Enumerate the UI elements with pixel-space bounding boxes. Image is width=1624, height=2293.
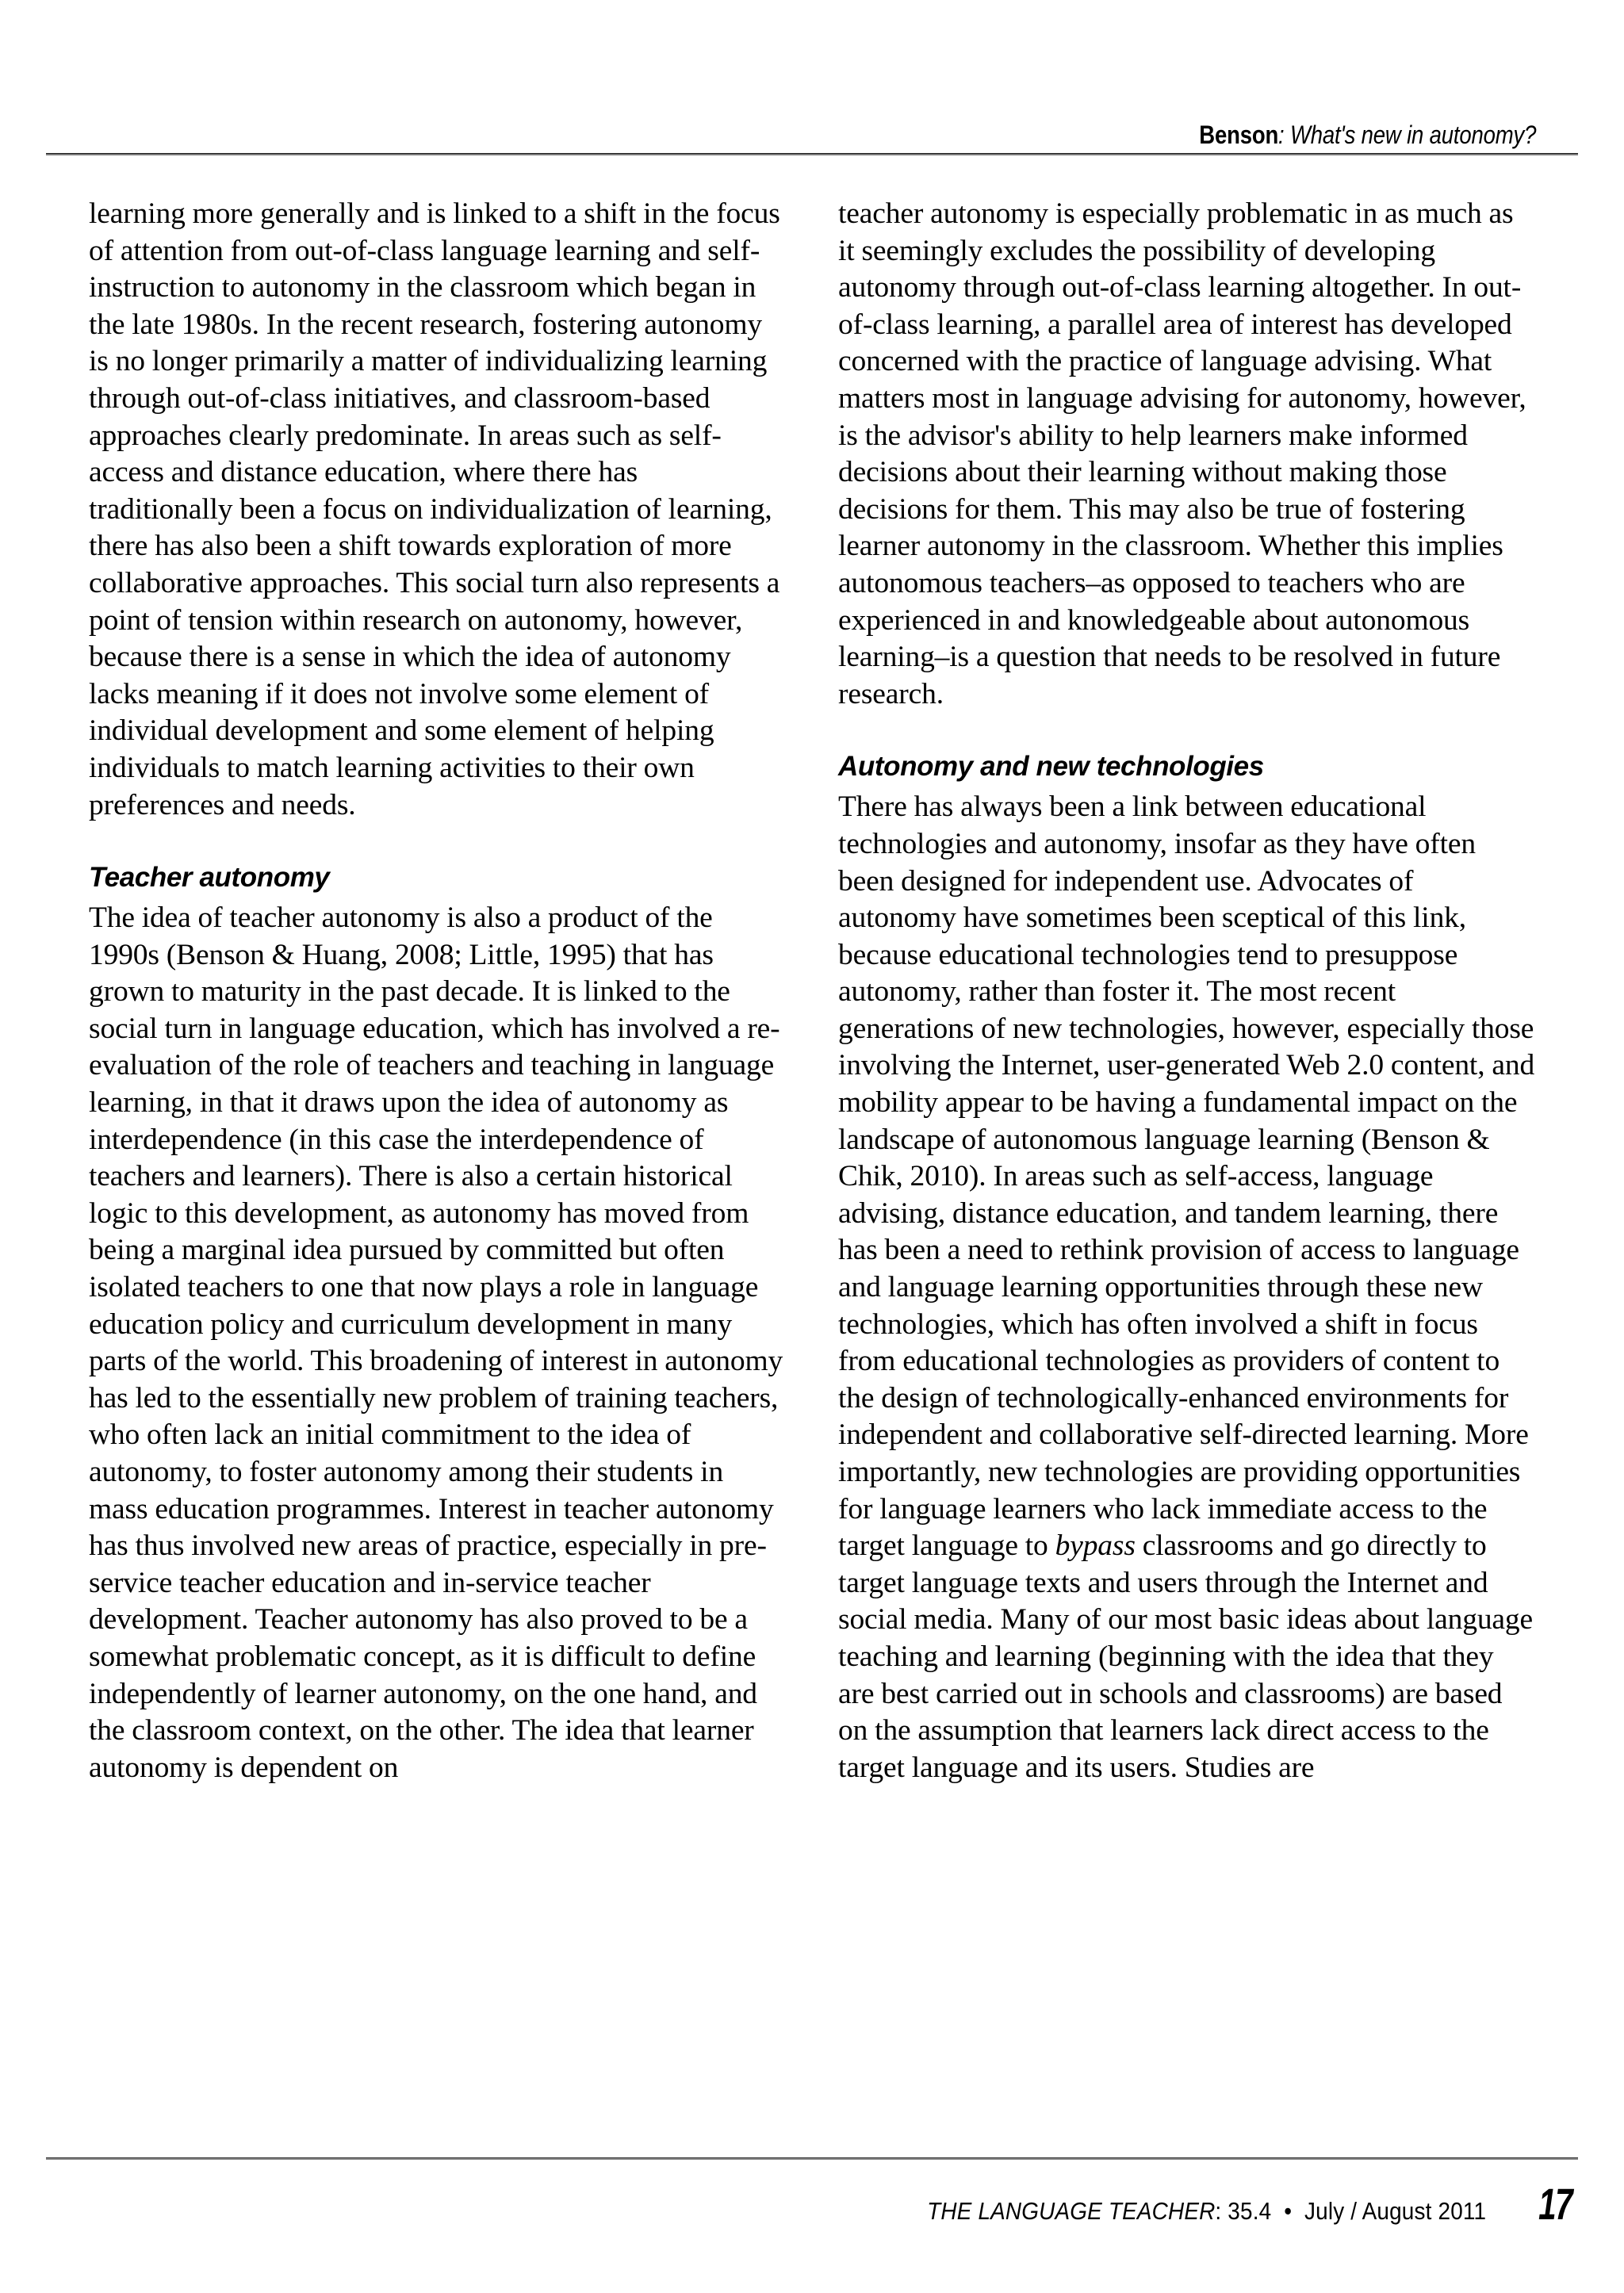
emphasis-bypass: bypass <box>1055 1529 1136 1563</box>
running-head-author: Benson <box>1198 121 1278 149</box>
right-paragraph-2-text-before-emphasis: There has always been a link between educational technologies and autonomy, insofar as they have often been designed for independent use. Advocates of autonomy have sometimes been sceptical of this link, because educational technologies tend to presuppose autonomy, rather than foster it. The most recent generations of new technologies, however, especially those involving the Internet, user-generated Web 2.0 content, and mobility appear to be having a fundamental impact on the landscape of autonomous language learning (Benson & Chik, 2010). In areas such as self-access, language advising, distance education, and tandem learning, there has been a need to rethink provision of access to language and language learning opportunities through these new technologies, which has often involved a shift in focus from educational technologies as providers of content to the design of technologically-enhanced environments for independent and collaborative self-directed learning. More importantly, new technologies are providing opportunities for language learners who lack immediate access to the target language to <box>838 790 1535 1563</box>
footer-citation <box>927 2196 1486 2226</box>
section-heading-autonomy-and-new-technologies: Autonomy and new technologies <box>838 751 1264 783</box>
running-head-separator: : <box>1277 121 1290 149</box>
page-number: 17 <box>1538 2179 1572 2229</box>
footer-issue-date: July / August 2011 <box>1304 2197 1487 2225</box>
left-paragraph-1: learning more generally and is linked to a shift in the focus of attention from out-of-class language learning and self-instruction to autonomy in the classroom which began in the late 1980s. In the recent research, fostering autonomy is no longer primarily a matter of individualizing learning through out-of-class initiatives, and classroom-based approaches clearly predominate. In areas such as self-access and distance education, where there has traditionally been a focus on individualization of learning, there has also been a shift towards exploration of more collaborative approaches. This social turn also represents a point of tension within research on autonomy, however, because there is a sense in which the idea of autonomy lacks meaning if it does not involve some element of individual development and some element of helping individuals to match learning activities to their own preferences and needs. <box>89 197 780 821</box>
running-head <box>46 119 1578 151</box>
left-column <box>89 196 786 2099</box>
footer-bullet-separator: • <box>1284 2197 1293 2225</box>
right-paragraph-2 <box>838 789 1535 1786</box>
footer-journal-name: THE LANGUAGE TEACHER <box>927 2197 1216 2225</box>
footer-issue-number: : 35.4 <box>1215 2197 1272 2225</box>
footer-divider-rule <box>46 2157 1578 2160</box>
section-heading-teacher-autonomy: Teacher autonomy <box>89 862 330 894</box>
right-paragraph-2-text-after-emphasis: classrooms and go directly to target language texts and users through the Internet and social media. Many of our most basic ideas about language teaching and learning (beginning with the idea that they are best carried out in schools and classrooms) are based on the assumption that learners lack direct access to the target language and its users. Studies are <box>838 1529 1534 1784</box>
running-head-article-title: What's new in autonomy? <box>1289 121 1537 149</box>
two-column-body <box>89 196 1535 2099</box>
running-head-title-group <box>1278 119 1536 151</box>
right-paragraph-1: teacher autonomy is especially problematic in as much as it seemingly excludes the possibility of developing autonomy through out-of-class learning altogether. In out-of-class learning, a parallel area of interest has developed concerned with the practice of language advising. What matters most in language advising for autonomy, however, is the advisor's ability to help learners make informed decisions about their learning without making those decisions for them. This may also be true of fostering learner autonomy in the classroom. Whether this implies autonomous teachers–as opposed to teachers who are experienced in and knowledgeable about autonomous learning–is a question that needs to be resolved in future research. <box>838 197 1526 710</box>
page-footer <box>46 2179 1578 2229</box>
right-column <box>838 196 1535 2099</box>
left-paragraph-2: The idea of teacher autonomy is also a product of the 1990s (Benson & Huang, 2008; Little, 1995) that has grown to maturity in the past decade. It is linked to the social turn in language education, which has involved a re-evaluation of the role of teachers and teaching in language learning, in that it draws upon the idea of autonomy as interdependence (in this case the interdependence of teachers and learners). There is also a certain historical logic to this development, as autonomy has moved from being a marginal idea pursued by committed but often isolated teachers to one that now plays a role in language education policy and curriculum development in many parts of the world. This broadening of interest in autonomy has led to the essentially new problem of training teachers, who often lack an initial commitment to the idea of autonomy, to foster autonomy among their students in mass education programmes. Interest in teacher autonomy has thus involved new areas of practice, especially in pre-service teacher education and in-service teacher development. Teacher autonomy has also proved to be a somewhat problematic concept, as it is difficult to define independently of learner autonomy, on the one hand, and the classroom context, on the other. The idea that learner autonomy is dependent on <box>89 902 783 1784</box>
header-divider-rule <box>46 153 1578 155</box>
